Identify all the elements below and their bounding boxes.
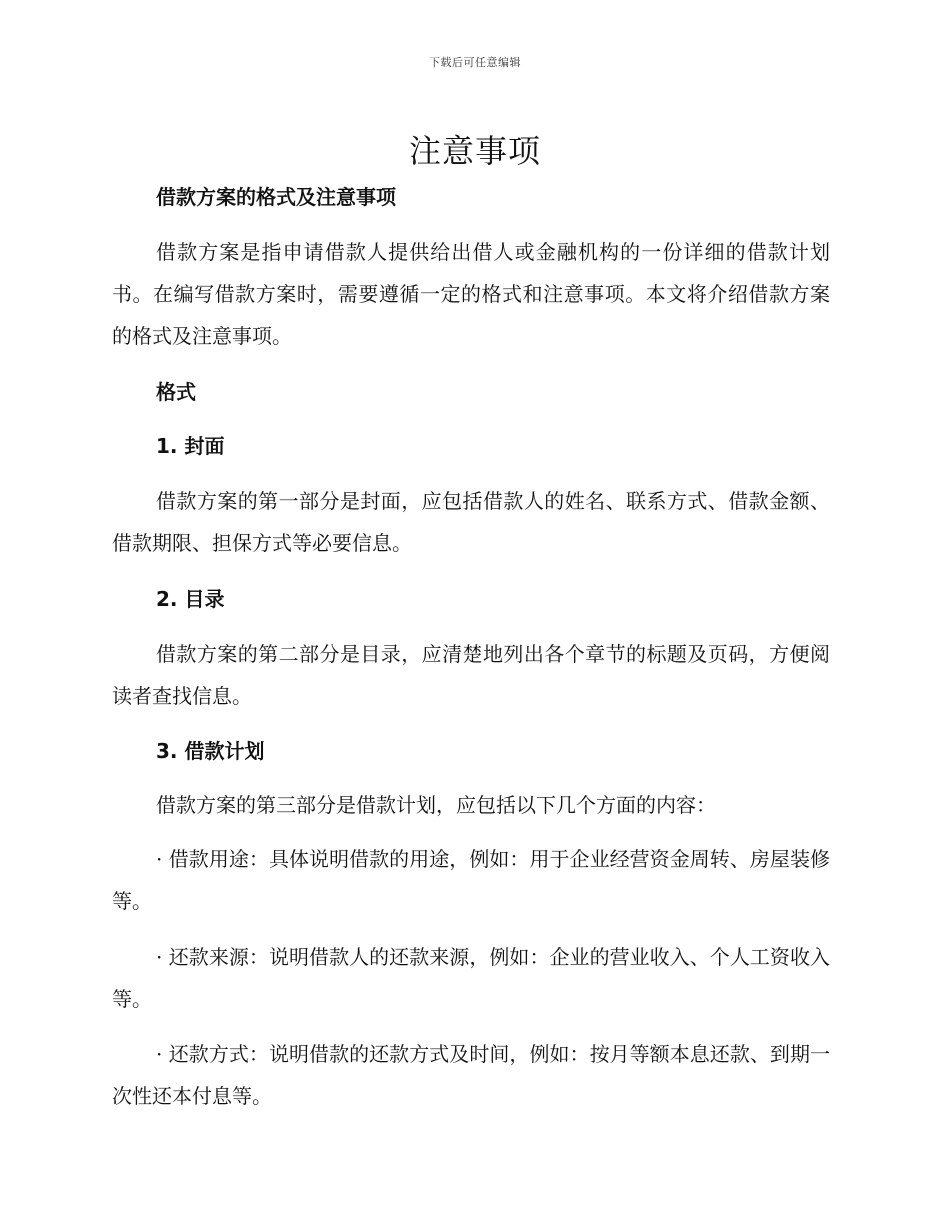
bullet-item-repayment-source: · 还款来源：说明借款人的还款来源，例如：企业的营业收入、个人工资收入等。	[112, 945, 830, 1011]
intro-paragraph: 借款方案是指申请借款人提供给出借人或金融机构的一份详细的借款计划书。在编写借款方案时，需要遵循一定的格式和注意事项。本文将介绍借款方案的格式及注意事项。	[112, 240, 830, 348]
cover-paragraph: 借款方案的第一部分是封面，应包括借款人的姓名、联系方式、借款金额、借款期限、担保方式等必要信息。	[112, 489, 830, 555]
bullet-item-purpose: · 借款用途：具体说明借款的用途，例如：用于企业经营资金周转、房屋装修等。	[112, 847, 830, 913]
cover-heading: 1. 封面	[156, 434, 225, 458]
toc-heading: 2. 目录	[156, 587, 225, 611]
subtitle-heading: 借款方案的格式及注意事项	[156, 185, 396, 209]
format-heading: 格式	[156, 380, 196, 404]
plan-heading: 3. 借款计划	[156, 739, 265, 763]
toc-paragraph: 借款方案的第二部分是目录，应清楚地列出各个章节的标题及页码，方便阅读者查找信息。	[112, 642, 830, 708]
plan-paragraph: 借款方案的第三部分是借款计划，应包括以下几个方面的内容：	[156, 793, 716, 817]
bullet-item-repayment-method: · 还款方式：说明借款的还款方式及时间，例如：按月等额本息还款、到期一次性还本付息等。	[112, 1042, 830, 1108]
document-title: 注意事项	[408, 132, 541, 170]
header-note: 下载后可任意编辑	[429, 56, 521, 69]
